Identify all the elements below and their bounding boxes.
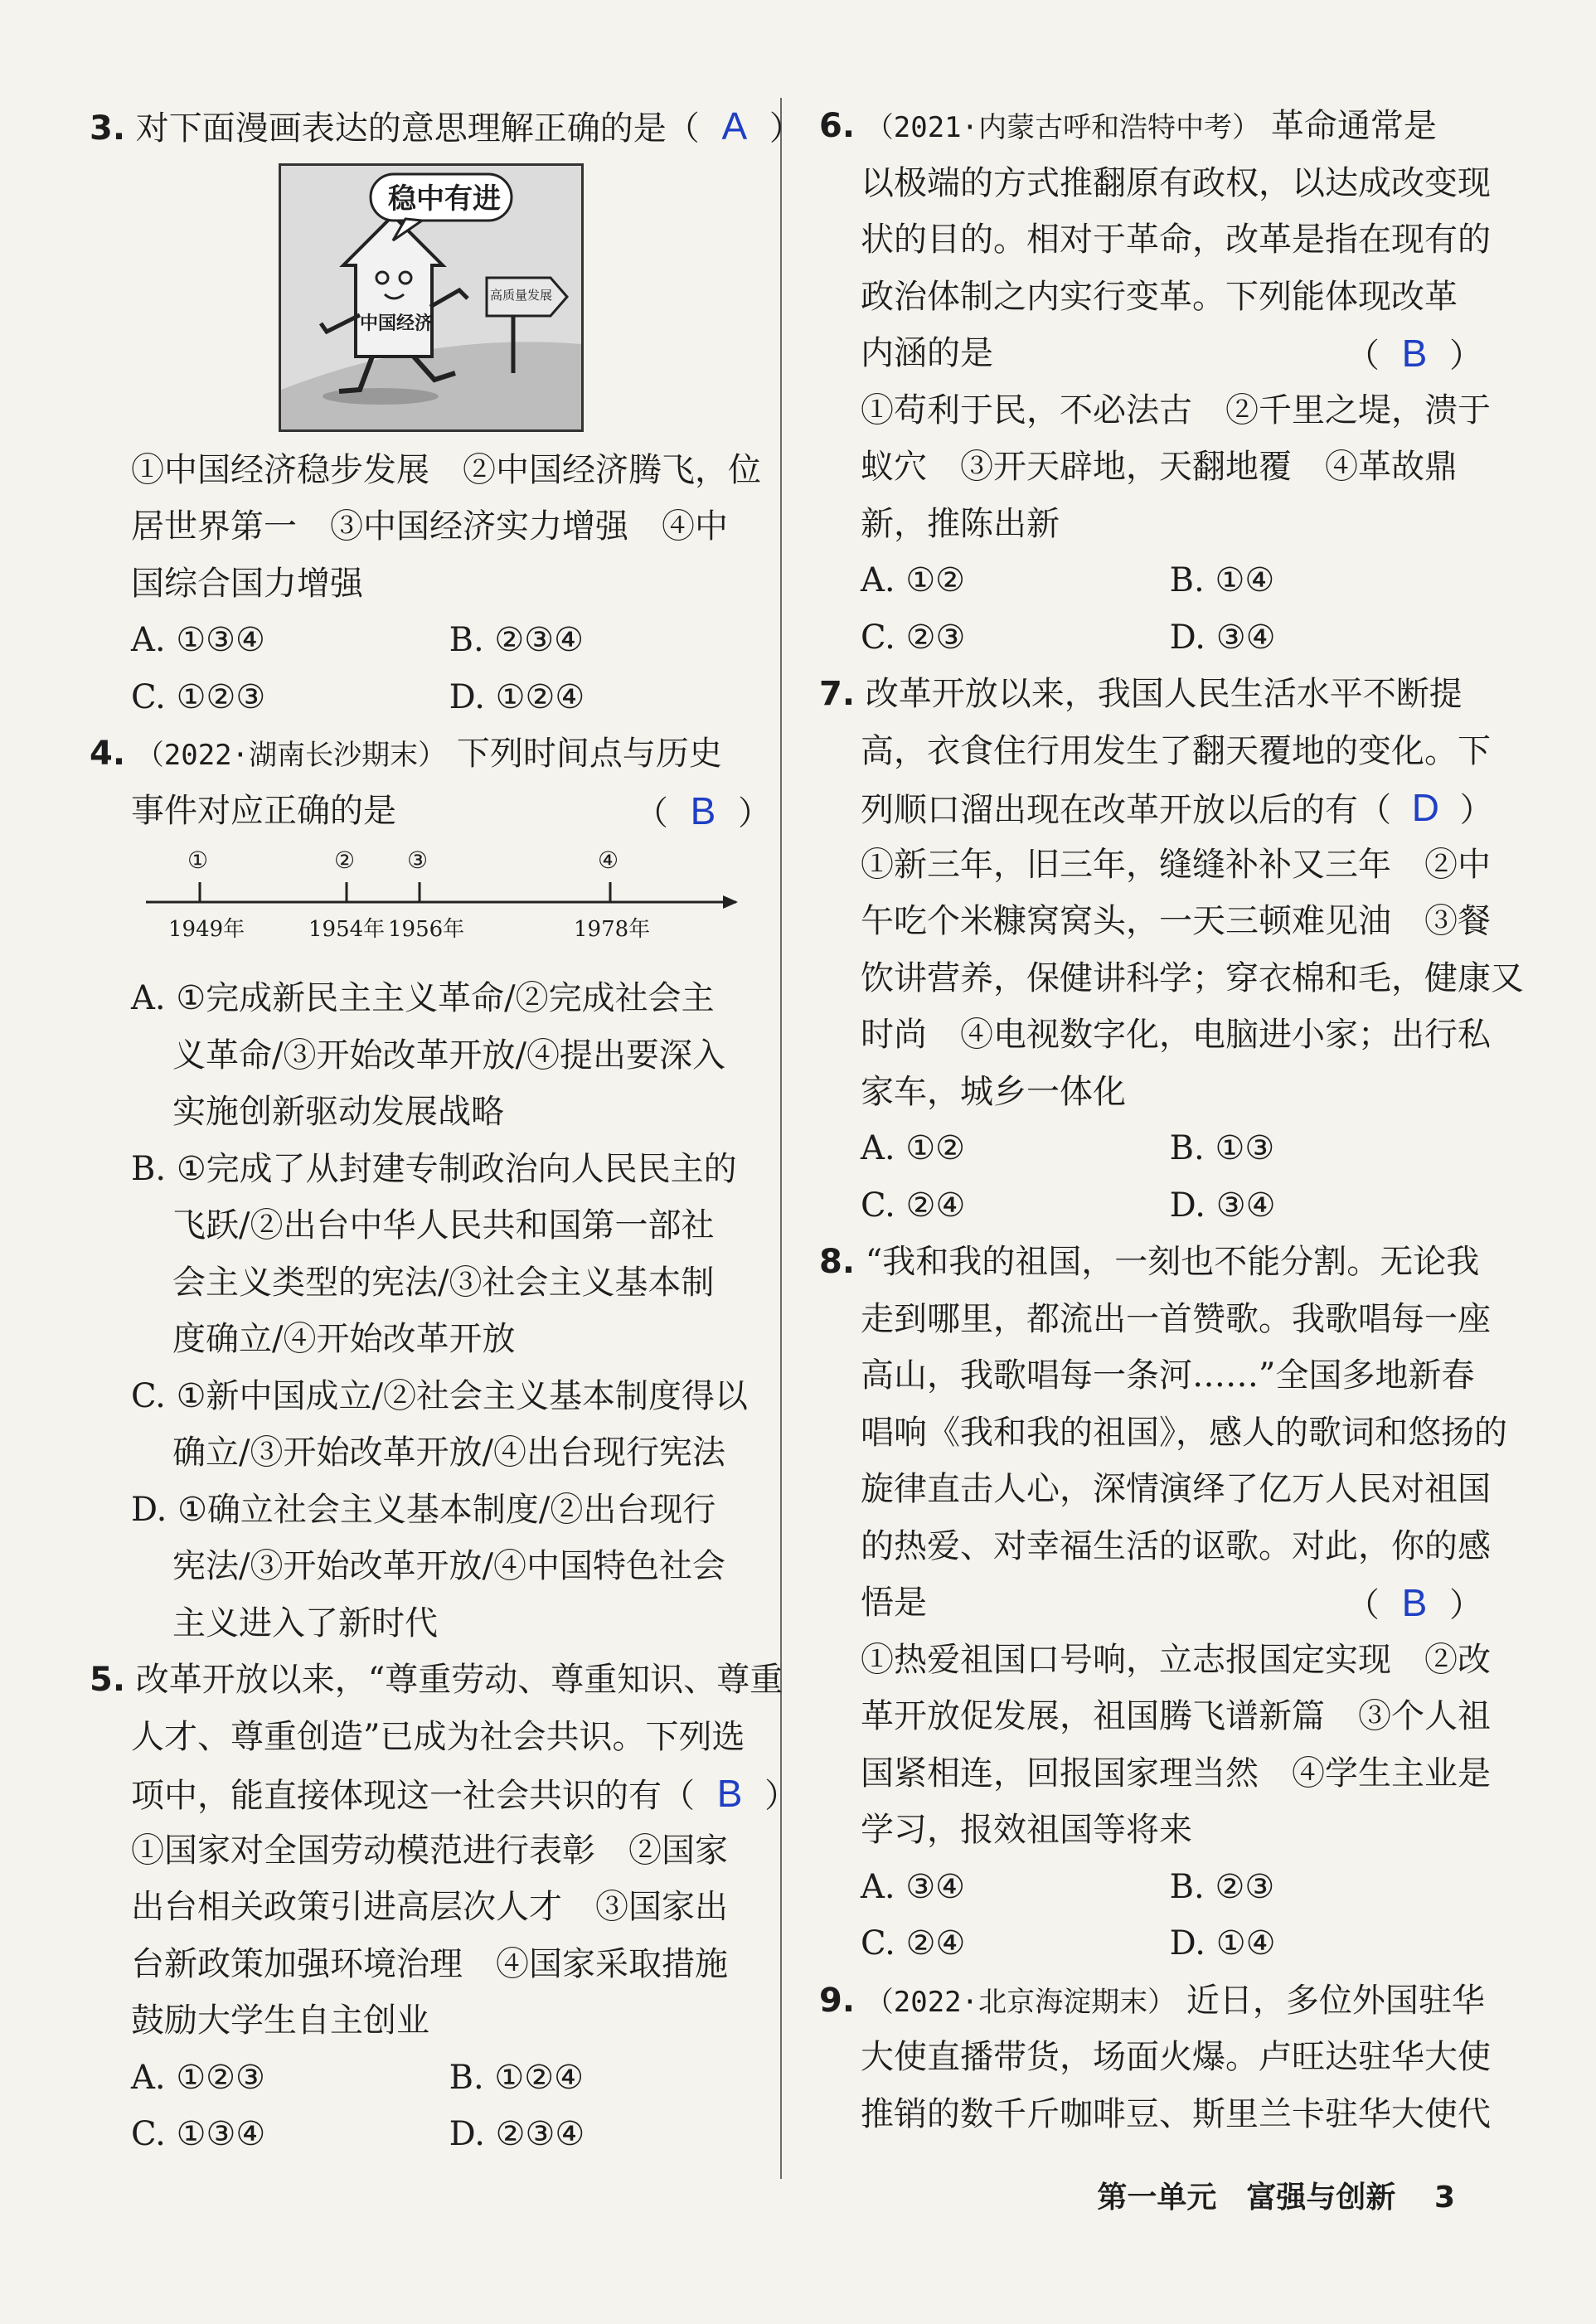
- q8-stem-line: [819, 1234, 1482, 1291]
- q7-bracket-close: ）: [1459, 791, 1493, 829]
- q6-option-d[interactable]: D. ③④: [1169, 618, 1276, 657]
- q4-source: （2022·湖南长沙期末）: [135, 739, 447, 772]
- comic-sign-label: 高质量发展: [490, 287, 553, 303]
- q4-option-b-cont: 飞跃/②出台中华人民共和国第一部社: [172, 1206, 715, 1244]
- q9-stem-line: 大使直播带货，场面火爆。卢旺达驻华大使: [861, 2038, 1491, 2076]
- timeline-mark-4: ④: [598, 847, 619, 874]
- q7-answer: D: [1411, 786, 1439, 829]
- q4-stem-line: [90, 725, 771, 783]
- q8-stem-line: 高山，我歌唱每一条河……”全国多地新春: [861, 1356, 1475, 1395]
- q5-item-line: 鼓励大学生自主创业: [131, 2001, 429, 2040]
- q8-options-row: [819, 1915, 1482, 1972]
- comic-house-label: 中国经济: [359, 313, 433, 334]
- q8-item-line: 革开放促发展，祖国腾飞谱新篇 ③个人祖: [861, 1697, 1491, 1735]
- left-column: [90, 98, 803, 2163]
- q7-item-line: ①新三年，旧三年，缝缝补补又三年 ②中: [861, 845, 1491, 884]
- q4-option-a[interactable]: A. ①完成新民主主义革命/②完成社会主: [131, 979, 715, 1017]
- q5-item-line: ①国家对全国劳动模范进行表彰 ②国家: [131, 1831, 728, 1870]
- timeline-mark-1: ①: [187, 847, 209, 874]
- timeline-mark-2: ②: [334, 847, 356, 874]
- q7-item-line: 饮讲营养，保健讲科学；穿衣棉和毛，健康又: [861, 958, 1524, 997]
- q5-option-b[interactable]: B. ①②④: [449, 2058, 584, 2097]
- q3-answer: A: [721, 104, 748, 148]
- q3-options-row: [90, 612, 771, 669]
- q7-options-row: [819, 1120, 1482, 1177]
- q6-item-line: 新，推陈出新: [861, 504, 1060, 543]
- q3-item-line: ①中国经济稳步发展 ②中国经济腾飞，位: [131, 450, 761, 489]
- timeline-year-1978: 1978年: [574, 917, 651, 942]
- q7-item-line: 家车，城乡一体化: [861, 1072, 1126, 1111]
- q3-number: 3.: [90, 109, 126, 148]
- q5-stem-line: [90, 1652, 783, 1709]
- q8-options-row: [819, 1859, 1482, 1916]
- q3-bracket-close: ）: [769, 109, 803, 148]
- bracket-open: （: [1346, 337, 1380, 375]
- q6-options-row: [819, 609, 1482, 667]
- q4-option-b-cont: 会主义类型的宪法/③社会主义基本制: [172, 1263, 715, 1302]
- q6-stem-line: 政治体制之内实行变革。下列能体现改革: [861, 277, 1458, 316]
- q5-item-line: 台新政策加强环境治理 ④国家采取措施: [131, 1944, 728, 1983]
- q5-options-row: [90, 2050, 771, 2107]
- timeline-mark-3: ③: [407, 847, 429, 874]
- q6-option-a[interactable]: A. ①②: [861, 561, 966, 599]
- q9-stem-line: [819, 1972, 1485, 2030]
- q5-option-d[interactable]: D. ②③④: [449, 2115, 585, 2153]
- q8-option-a[interactable]: A. ③④: [861, 1867, 966, 1906]
- q6-option-b[interactable]: B. ①④: [1169, 561, 1275, 599]
- q5-option-a[interactable]: A. ①②③: [131, 2058, 265, 2097]
- q6-stem: 内涵的是: [861, 334, 993, 372]
- q8-stem: “我和我的祖国，一刻也不能分割。无论我: [865, 1243, 1480, 1281]
- q5-item-line: 出台相关政策引进高层次人才 ③国家出: [131, 1888, 728, 1926]
- q8-number: 8.: [819, 1243, 856, 1281]
- q7-item-line: 午吃个米糠窝窝头，一天三顿难见油 ③餐: [861, 902, 1491, 940]
- column-divider: [780, 98, 782, 2179]
- q8-answer: B: [1401, 1581, 1428, 1624]
- timeline-year-1956: 1956年: [388, 917, 465, 942]
- q4-stem: 下列时间点与历史: [456, 735, 722, 773]
- q6-stem-line: [819, 98, 1482, 155]
- q3-option-c[interactable]: C. ①②③: [131, 677, 266, 716]
- page-number: 3: [1433, 2181, 1455, 2215]
- q6-answer: B: [1401, 332, 1428, 375]
- q7-option-d[interactable]: D. ③④: [1169, 1186, 1276, 1225]
- q3-item-line: 国综合国力增强: [131, 564, 363, 603]
- q7-stem-line: [819, 666, 1482, 723]
- q6-item-line: 蚁穴 ③开天辟地，天翻地覆 ④革故鼎: [861, 448, 1458, 486]
- timeline-year-1949: 1949年: [168, 917, 245, 942]
- q7-stem-line: [819, 779, 1493, 837]
- bracket-open: （: [1346, 1586, 1380, 1624]
- timeline-year-1954: 1954年: [308, 917, 386, 942]
- q3-stem: 对下面漫画表达的意思理解正确的是（: [135, 109, 700, 148]
- q4-option-d[interactable]: D. ①确立社会主义基本制度/②出台现行: [131, 1490, 716, 1529]
- comic-bubble-text: 稳中有进: [388, 182, 501, 216]
- q8-option-d[interactable]: D. ①④: [1169, 1924, 1276, 1963]
- q6-option-c[interactable]: C. ②③: [861, 618, 966, 657]
- q5-answer: B: [716, 1772, 743, 1815]
- q7-stem: 改革开放以来，我国人民生活水平不断提: [865, 675, 1463, 713]
- q4-option-b-cont: 度确立/④开始改革开放: [172, 1320, 516, 1358]
- q5-stem: 改革开放以来，“尊重劳动、尊重知识、尊重: [135, 1661, 783, 1699]
- q7-stem: 列顺口溜出现在改革开放以后的有（: [861, 791, 1391, 829]
- q6-stem-line: 以极端的方式推翻原有政权，以达成改变现: [861, 163, 1491, 202]
- q9-stem-line: 推销的数千斤咖啡豆、斯里兰卡驻华大使代: [861, 2094, 1491, 2133]
- q4-stem: 事件对应正确的是: [131, 791, 396, 830]
- q8-answer-bracket: [1346, 1574, 1482, 1634]
- q7-options-row: [819, 1177, 1482, 1235]
- q7-number: 7.: [819, 675, 856, 713]
- q5-number: 5.: [90, 1661, 126, 1699]
- q9-source: （2022·北京海淀期末）: [865, 1985, 1176, 2019]
- q8-stem: 悟是: [861, 1584, 927, 1622]
- q7-option-a[interactable]: A. ①②: [861, 1129, 966, 1167]
- q7-stem-line: 高，衣食住行用发生了翻天覆地的变化。下: [861, 731, 1491, 770]
- page-footer: [1097, 2174, 1455, 2216]
- q8-stem-line: [819, 1574, 1482, 1632]
- q4-stem-line: [90, 783, 771, 840]
- q4-option-d-cont: 主义进入了新时代: [172, 1604, 438, 1642]
- q8-item-line: 国紧相连，回报国家理当然 ④学生主业是: [861, 1754, 1491, 1793]
- q6-answer-bracket: [1346, 325, 1482, 385]
- q5-options-row: [90, 2106, 771, 2163]
- q7-option-c[interactable]: C. ②④: [861, 1186, 966, 1225]
- bracket-open: （: [634, 793, 668, 832]
- right-column: [819, 98, 1524, 2142]
- q3-option-b[interactable]: B. ②③④: [449, 621, 584, 659]
- q3-option-a[interactable]: A. ①③④: [131, 621, 265, 659]
- q9-stem: 近日，多位外国驻华: [1186, 1981, 1485, 2020]
- q3-stem-line: [90, 98, 803, 155]
- q6-stem-line: 状的目的。相对于革命，改革是指在现有的: [861, 221, 1491, 259]
- q4-option-c[interactable]: C. ①新中国成立/②社会主义基本制度得以: [131, 1376, 748, 1415]
- q8-stem-line: 的热爱、对幸福生活的讴歌。对此，你的感: [861, 1526, 1491, 1565]
- bracket-close: ）: [1449, 1586, 1482, 1624]
- q8-stem-line: 走到哪里，都流出一首赞歌。我歌唱每一座: [861, 1299, 1491, 1338]
- q4-timeline: [90, 846, 771, 962]
- q5-stem-line: [90, 1765, 798, 1822]
- q6-stem-line: [819, 325, 1482, 382]
- q4-option-a-cont: 义革命/③开始改革开放/④提出要深入: [172, 1036, 725, 1075]
- unit-title: 第一单元 富强与创新: [1097, 2181, 1396, 2215]
- q8-stem-line: 唱响《我和我的祖国》，感人的歌词和悠扬的: [861, 1413, 1507, 1452]
- q5-option-c[interactable]: C. ①③④: [131, 2115, 266, 2153]
- q4-option-d-cont: 宪法/③开始改革开放/④中国特色社会: [172, 1547, 725, 1585]
- bracket-close: ）: [1449, 337, 1482, 375]
- q8-item-line: ①热爱祖国口号响，立志报国定实现 ②改: [861, 1640, 1491, 1679]
- q6-item-line: ①苟利于民，不必法古 ②千里之堤，溃于: [861, 391, 1491, 429]
- q7-item-line: 时尚 ④电视数字化，电脑进小家；出行私: [861, 1016, 1491, 1054]
- q9-number: 9.: [819, 1981, 856, 2020]
- q5-stem: 项中，能直接体现这一社会共识的有（: [131, 1777, 695, 1815]
- q5-stem-line: 人才、尊重创造”已成为社会共识。下列选: [131, 1717, 745, 1756]
- economy-comic: [279, 163, 584, 432]
- q4-option-b[interactable]: B. ①完成了从封建专制政治向人民民主的: [131, 1149, 737, 1188]
- q4-option-c-cont: 确立/③开始改革开放/④出台现行宪法: [172, 1434, 725, 1472]
- q6-source: （2021·内蒙古呼和浩特中考）: [865, 111, 1261, 144]
- bracket-close: ）: [738, 793, 771, 832]
- q6-stem: 革命通常是: [1270, 107, 1437, 145]
- q8-item-line: 学习，报效祖国等将来: [861, 1811, 1192, 1849]
- q6-number: 6.: [819, 107, 856, 145]
- q8-option-b[interactable]: B. ②③: [1169, 1867, 1275, 1906]
- q6-options-row: [819, 552, 1482, 609]
- q4-option-a-cont: 实施创新驱动发展战略: [172, 1093, 504, 1131]
- q3-item-line: 居世界第一 ③中国经济实力增强 ④中: [131, 507, 728, 546]
- q7-option-b[interactable]: B. ①③: [1169, 1129, 1275, 1167]
- q8-stem-line: 旋律直击人心，深情演绎了亿万人民对祖国: [861, 1470, 1491, 1508]
- q5-bracket-close: ）: [764, 1777, 798, 1815]
- q3-option-d[interactable]: D. ①②④: [449, 677, 585, 716]
- q4-answer-bracket: [635, 783, 771, 842]
- q3-options-row: [90, 669, 771, 726]
- q4-number: 4.: [90, 735, 126, 773]
- q4-answer: B: [690, 788, 716, 832]
- q8-option-c[interactable]: C. ②④: [861, 1924, 966, 1963]
